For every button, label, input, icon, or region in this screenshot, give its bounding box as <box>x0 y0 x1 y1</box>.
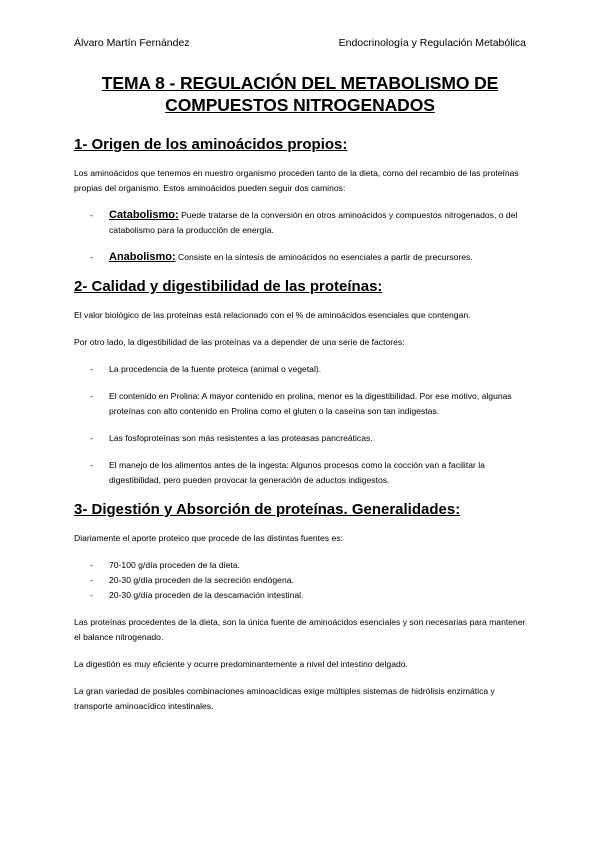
section-2-heading: 2- Calidad y digestibilidad de las proteínas: <box>74 278 383 295</box>
section-1-intro: Los aminoácidos que tenemos en nuestro organismo proceden tanto de la dieta, como del recambio de las proteínas propias del organismo. Estos aminoácidos pueden seguir dos caminos: <box>74 168 519 193</box>
section-3-paragraph-1: Diariamente el aporte proteico que procede de las distintas fuentes es: <box>74 533 343 543</box>
section-1-heading: 1- Origen de los aminoácidos propios: <box>74 136 348 153</box>
factor-text: El contenido en Prolina: A mayor contenido en prolina, menor es la digestibilidad. Por ese motivo, algunas proteínas con alto contenido en Prolina como el gluten o la caseína son tan indigestas. <box>109 391 512 416</box>
document-title <box>74 72 526 116</box>
list-item <box>74 362 526 377</box>
section-3-paragraph-3: La digestión es muy eficiente y ocurre predominantemente a nivel del intestino delgado. <box>74 659 408 669</box>
section-3-paragraph-4: La gran variedad de posibles combinaciones aminoacídicas exige múltiples sistemas de hidrólisis enzimática y transporte aminoacídico intestinales. <box>74 686 495 711</box>
list-item <box>74 573 526 588</box>
bullet-dash: - <box>90 391 93 401</box>
factor-text: La procedencia de la fuente proteica (animal o vegetal). <box>109 364 322 374</box>
title-line-2: COMPUESTOS NITROGENADOS <box>165 95 435 115</box>
list-item <box>74 558 526 573</box>
list-item <box>74 208 526 238</box>
header-author: Álvaro Martín Fernández <box>74 37 190 49</box>
bullet-dash: - <box>90 433 93 443</box>
bullet-dash: - <box>90 575 93 585</box>
section-2-paragraph-1: El valor biológico de las proteínas está relacionado con el % de aminoácidos esenciales que contengan. <box>74 310 471 320</box>
section-3-heading: 3- Digestión y Absorción de proteínas. Generalidades: <box>74 501 461 518</box>
source-text: 20-30 g/día proceden de la descamación intestinal. <box>109 590 304 600</box>
list-item <box>74 389 526 419</box>
term-catabolismo-text: Puede tratarse de la conversión en otros aminoácidos y compuestos nitrogenados, o del catabolismo para la producción de energía. <box>109 210 518 235</box>
bullet-dash: - <box>90 252 93 262</box>
term-catabolismo: Catabolismo: <box>109 209 179 221</box>
term-anabolismo-text: Consiste en la síntesis de aminoácidos no esenciales a partir de precursores. <box>178 252 473 262</box>
page-header <box>74 37 526 51</box>
bullet-dash: - <box>90 210 93 220</box>
list-item <box>74 250 526 265</box>
factor-text: El manejo de los alimentos antes de la ingesta: Algunos procesos como la cocción van a facilitar la digestibilidad, pero pueden provocar la generación de aductos indigestos. <box>109 460 485 485</box>
bullet-dash: - <box>90 560 93 570</box>
section-2-paragraph-2: Por otro lado, la digestibilidad de las proteínas va a depender de una serie de factores: <box>74 337 405 347</box>
list-item <box>74 458 526 488</box>
term-anabolismo: Anabolismo: <box>109 251 176 263</box>
bullet-dash: - <box>90 590 93 600</box>
title-line-1: TEMA 8 - REGULACIÓN DEL METABOLISMO DE <box>101 73 499 93</box>
document-body <box>74 72 526 714</box>
section-3-paragraph-2: Las proteínas procedentes de la dieta, son la única fuente de aminoácidos esenciales y son necesarias para mantener el balance nitrogenado. <box>74 617 526 642</box>
source-text: 70-100 g/día proceden de la dieta. <box>109 560 240 570</box>
bullet-dash: - <box>90 364 93 374</box>
source-text: 20-30 g/día proceden de la secreción endógena. <box>109 575 294 585</box>
factor-text: Las fosfoproteínas son más resistentes a las proteasas pancreáticas. <box>109 433 373 443</box>
header-course: Endocrinología y Regulación Metabólica <box>338 37 526 49</box>
list-item <box>74 588 526 603</box>
bullet-dash: - <box>90 460 93 470</box>
list-item <box>74 431 526 446</box>
